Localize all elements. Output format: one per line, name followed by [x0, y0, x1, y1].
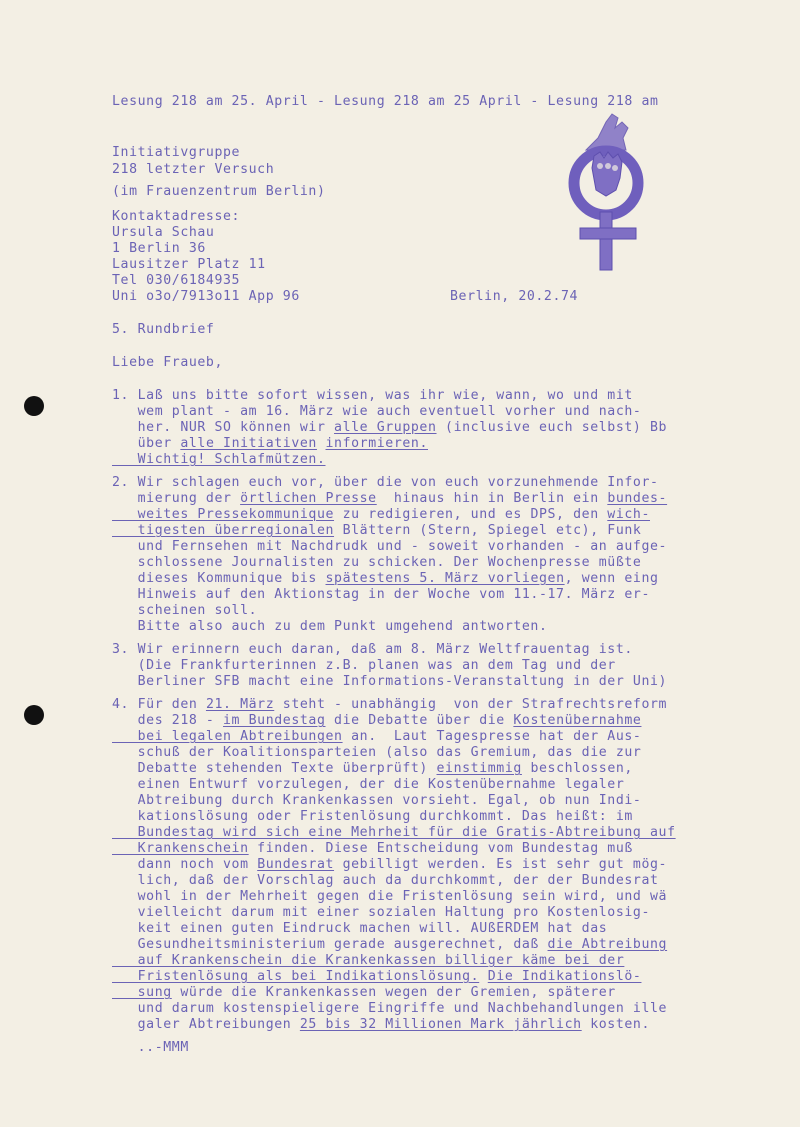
body-text: Berliner SFB macht eine Informations-Veranstaltung in der Uni) — [112, 674, 668, 689]
body-text: Debatte stehenden Texte überprüft) — [112, 761, 437, 776]
underlined-text: tigesten überregionalen — [112, 523, 335, 538]
body-text: her. NUR SO können wir — [112, 420, 335, 435]
body-line — [112, 889, 667, 905]
group-line-3: (im Frauenzentrum Berlin) — [112, 184, 326, 199]
body-line — [112, 388, 633, 404]
body-line — [112, 745, 641, 761]
body-line — [112, 921, 607, 937]
body-line — [112, 436, 428, 452]
body-text: Abtreibung durch Krankenkassen vorsieht. Egal, ob nun Indi- — [112, 793, 642, 808]
contact-label: Kontaktadresse: — [112, 209, 241, 224]
underlined-text: 21. März — [205, 697, 275, 712]
underlined-text: wich- — [607, 507, 650, 522]
body-text: über — [112, 436, 181, 451]
body-line — [112, 905, 650, 921]
body-line — [112, 539, 667, 555]
women-fist-logo-icon — [560, 108, 660, 273]
body-line — [112, 674, 667, 690]
body-line — [112, 491, 667, 507]
underlined-text: spätestens 5. März vorliegen — [325, 571, 565, 586]
body-text: kationslösung oder Fristenlösung durchkommt. Das heißt: im — [112, 809, 633, 824]
underlined-text: örtlichen Presse — [240, 491, 377, 506]
body-line — [112, 841, 633, 857]
body-line — [112, 1017, 650, 1033]
body-line — [112, 1040, 189, 1056]
contact-phone: Tel 030/6184935 — [112, 273, 241, 288]
body-line — [112, 825, 676, 841]
body-line — [112, 603, 257, 619]
body-text: finden. Diese Entscheidung vom Bundestag muß — [248, 841, 633, 856]
body-text: wem plant - am 16. März wie auch eventuell vorher und nach- — [112, 404, 642, 419]
body-line — [112, 555, 641, 571]
body-line — [112, 587, 650, 603]
body-line — [112, 1001, 667, 1017]
salutation: Liebe Fraueb, — [112, 355, 224, 370]
body-text: des 218 - — [112, 713, 224, 728]
body-text: (Die Frankfurterinnen z.B. planen was an dem Tag und der — [112, 658, 616, 673]
body-line — [112, 404, 641, 420]
subject-line: 5. Rundbrief — [112, 322, 215, 337]
body-text: dann noch vom — [112, 857, 258, 872]
contact-uni-phone: Uni o3o/7913o11 App 96 — [112, 289, 300, 304]
punch-hole-bottom — [24, 705, 44, 725]
body-text — [479, 969, 488, 984]
underlined-text: sung — [112, 985, 172, 1000]
body-text: an. Laut Tagespresse hat der Aus- — [342, 729, 642, 744]
underlined-text: Bundesrat — [257, 857, 335, 872]
body-text: hinaus hin in Berlin ein — [376, 491, 608, 506]
body-line — [112, 507, 650, 523]
body-line — [112, 475, 659, 491]
contact-street: Lausitzer Platz 11 — [112, 257, 266, 272]
body-text: 4. Für den — [112, 697, 206, 712]
body-line — [112, 713, 641, 729]
underlined-text: die Abtreibung — [547, 937, 668, 952]
body-line — [112, 658, 616, 674]
letter-date: Berlin, 20.2.74 — [450, 289, 579, 304]
underlined-text: Krankenschein — [112, 841, 249, 856]
header-line: Lesung 218 am 25. April - Lesung 218 am 25 April - Lesung 218 am — [112, 94, 659, 109]
body-text: 1. Laß uns bitte sofort wissen, was ihr wie, wann, wo und mit — [112, 388, 633, 403]
body-text: keit einen guten Eindruck machen will. AUßERDEM hat das — [112, 921, 608, 936]
body-line — [112, 953, 624, 969]
underlined-text: auf Krankenschein die Krankenkassen billiger käme bei der — [112, 953, 625, 968]
body-text: Gesundheitsministerium gerade ausgerechnet, daß — [112, 937, 548, 952]
body-line — [112, 985, 616, 1001]
underlined-text: im Bundestag — [223, 713, 326, 728]
body-text: einen Entwurf vorzulegen, der die Kostenübernahme legaler — [112, 777, 625, 792]
group-line-1: Initiativgruppe — [112, 145, 241, 160]
underlined-text: 25 bis 32 Millionen Mark jährlich — [299, 1017, 582, 1032]
body-text: mierung der — [112, 491, 241, 506]
body-text: die Debatte über die — [325, 713, 514, 728]
body-text: zu redigieren, und es DPS, den — [334, 507, 608, 522]
body-line — [112, 857, 667, 873]
body-text: beschlossen, — [521, 761, 633, 776]
body-text: dieses Kommunique bis — [112, 571, 326, 586]
body-text: und darum kostenspieligere Eingriffe und Nachbehandlungen ille — [112, 1001, 668, 1016]
underlined-text: alle Gruppen — [334, 420, 437, 435]
body-text: vielleicht darum mit einer sozialen Haltung pro Kostenlosig- — [112, 905, 650, 920]
body-line — [112, 937, 667, 953]
body-line — [112, 619, 548, 635]
body-line — [112, 873, 659, 889]
body-text — [317, 436, 326, 451]
body-text: scheinen soll. — [112, 603, 258, 618]
body-text: Hinweis auf den Aktionstag in der Woche vom 11.-17. März er- — [112, 587, 650, 602]
contact-name: Ursula Schau — [112, 225, 215, 240]
body-line — [112, 452, 326, 468]
body-line — [112, 642, 633, 658]
body-line — [112, 809, 633, 825]
body-text: lich, daß der Vorschlag auch da durchkommt, der der Bundesrat — [112, 873, 659, 888]
body-text: 2. Wir schlagen euch vor, über die von euch vorzunehmende Infor- — [112, 475, 659, 490]
body-text: Blättern (Stern, Spiegel etc), Funk — [334, 523, 642, 538]
body-line — [112, 969, 641, 985]
body-text: Bitte also auch zu dem Punkt umgehend antworten. — [112, 619, 548, 634]
body-text: galer Abtreibungen — [112, 1017, 300, 1032]
body-line — [112, 523, 641, 539]
underlined-text: Kostenübernahme — [513, 713, 642, 728]
body-text: und Fernsehen mit Nachdrudk und - soweit vorhanden - an aufge- — [112, 539, 668, 554]
body-line — [112, 697, 667, 713]
punch-hole-top — [24, 396, 44, 416]
underlined-text: bundes- — [607, 491, 668, 506]
underlined-text: alle Initiativen — [180, 436, 317, 451]
underlined-text: Bundestag wird sich eine Mehrheit für die Gratis-Abtreibung auf — [112, 825, 676, 840]
underlined-text: bei legalen Abtreibungen — [112, 729, 343, 744]
body-text: ..-MMM — [112, 1040, 189, 1055]
body-text: , wenn eing — [564, 571, 659, 586]
body-line — [112, 420, 667, 436]
body-text: würde die Krankenkassen wegen der Gremien, späterer — [171, 985, 616, 1000]
body-text: kosten. — [581, 1017, 651, 1032]
body-line — [112, 777, 624, 793]
body-text: (inclusive euch selbst) Bb — [436, 420, 668, 435]
body-text: schlossene Journalisten zu schicken. Der Wochenpresse müßte — [112, 555, 642, 570]
contact-city: 1 Berlin 36 — [112, 241, 206, 256]
body-line — [112, 571, 659, 587]
body-text: 3. Wir erinnern euch daran, daß am 8. März Weltfrauentag ist. — [112, 642, 633, 657]
body-line — [112, 793, 641, 809]
underlined-text: Fristenlösung als bei Indikationslösung. — [112, 969, 480, 984]
underlined-text: informieren. — [325, 436, 428, 451]
underlined-text: Wichtig! Schlafmützen. — [112, 452, 326, 467]
body-text: steht - unabhängig von der Strafrechtsreform — [274, 697, 668, 712]
body-text: schuß der Koalitionsparteien (also das Gremium, das die zur — [112, 745, 642, 760]
body-line — [112, 729, 641, 745]
underlined-text: weites Pressekommunique — [112, 507, 335, 522]
body-line — [112, 761, 633, 777]
body-text: gebilligt werden. Es ist sehr gut mög- — [334, 857, 668, 872]
underlined-text: Die Indikationslö- — [487, 969, 642, 984]
underlined-text: einstimmig — [436, 761, 522, 776]
group-line-2: 218 letzter Versuch — [112, 162, 275, 177]
body-text: wohl in der Mehrheit gegen die Fristenlösung sein wird, und wä — [112, 889, 668, 904]
